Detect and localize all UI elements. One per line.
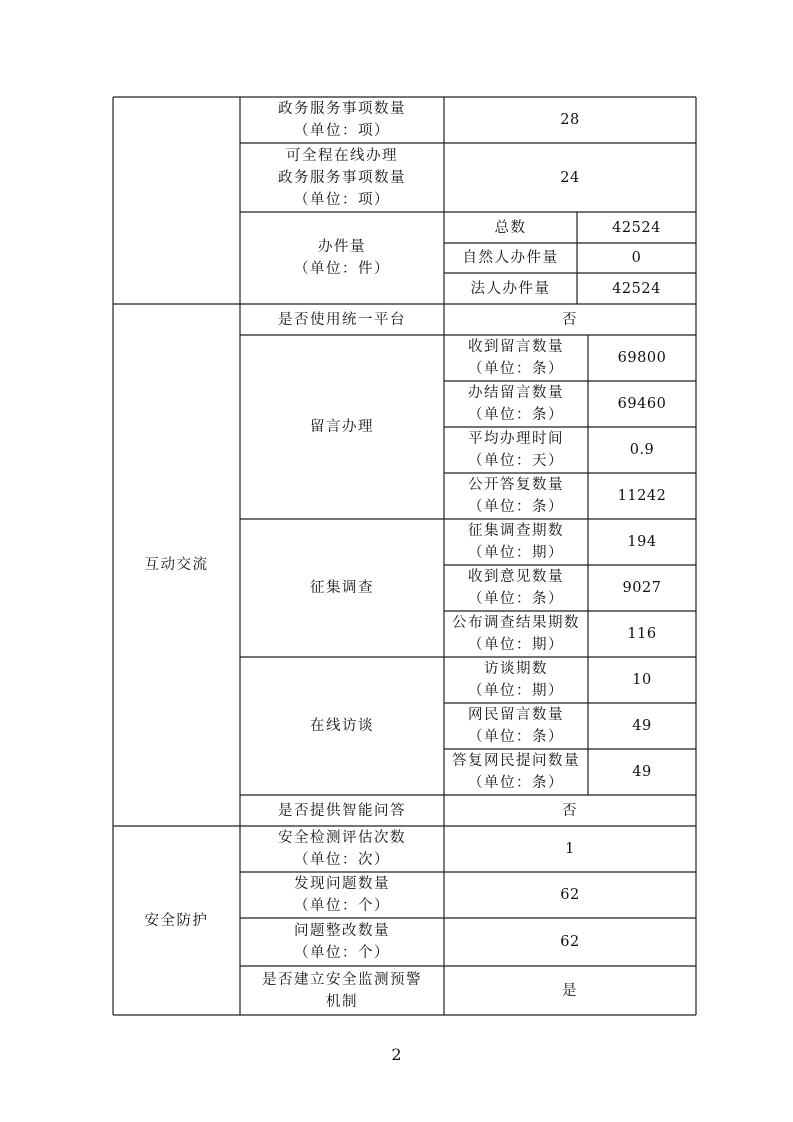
subrow-value-closed-messages: 69460	[617, 396, 667, 412]
row-label-issues-found: 发现问题数量 （单位：个）	[294, 876, 390, 914]
subrow-label-natural-person: 自然人办件量	[462, 250, 559, 266]
row-value-unified-platform: 否	[562, 311, 578, 328]
row-value-security-checks: 1	[565, 841, 575, 857]
row-label-issues-fixed: 问题整改数量 （单位：个）	[294, 923, 390, 961]
subrow-value-interview-periods: 10	[632, 672, 652, 688]
section-title-interaction: 互动交流	[144, 557, 209, 573]
row-value-issues-found: 62	[560, 887, 580, 903]
row-value-online-service-items: 24	[560, 169, 580, 186]
row-value-issues-fixed: 62	[560, 934, 580, 950]
subrow-value-total: 42524	[612, 219, 661, 236]
subrow-label-public-replies: 公开答复数量 （单位：条）	[468, 477, 564, 515]
subrow-value-opinions: 9027	[622, 580, 662, 596]
subrow-label-total: 总数	[494, 219, 527, 236]
subrow-label-opinions: 收到意见数量 （单位：条）	[468, 569, 564, 607]
row-value-smart-qa: 否	[562, 802, 578, 819]
row-label-online-service-items: 可全程在线办理 政务服务事项数量 （单位：项）	[278, 147, 406, 208]
page-number: 2	[391, 1045, 402, 1064]
subrow-label-received-messages: 收到留言数量 （单位：条）	[468, 339, 564, 377]
subrow-label-survey-results: 公布调查结果期数 （单位：期）	[452, 615, 580, 653]
row-label-case-volume: 办件量 （单位：件）	[294, 239, 390, 277]
subrow-value-netizen-replies: 49	[632, 764, 652, 780]
row-label-surveys: 征集调查	[310, 580, 374, 596]
subrow-label-survey-periods: 征集调查期数 （单位：期）	[468, 523, 564, 561]
subrow-value-survey-periods: 194	[627, 534, 657, 550]
subrow-value-survey-results: 116	[627, 626, 657, 642]
subrow-label-closed-messages: 办结留言数量 （单位：条）	[468, 385, 564, 423]
subrow-label-legal-person: 法人办件量	[470, 280, 551, 297]
row-value-service-items: 28	[560, 112, 580, 128]
section-title-1	[113, 97, 240, 304]
subrow-label-interview-periods: 访谈期数 （单位：期）	[468, 661, 564, 699]
row-label-online-interviews: 在线访谈	[310, 718, 374, 734]
subrow-label-netizen-messages: 网民留言数量 （单位：条）	[468, 707, 564, 745]
row-label-service-items: 政务服务事项数量 （单位：项）	[278, 101, 406, 139]
subrow-value-netizen-messages: 49	[632, 718, 652, 734]
subrow-value-public-replies: 11242	[617, 488, 667, 504]
subrow-value-received-messages: 69800	[617, 350, 667, 366]
subrow-label-netizen-replies: 答复网民提问数量 （单位：条）	[452, 753, 580, 791]
row-value-warning-mechanism: 是	[562, 982, 578, 999]
row-label-messages: 留言办理	[310, 419, 374, 435]
section-title-security: 安全防护	[144, 912, 209, 929]
subrow-value-legal-person: 42524	[612, 280, 661, 297]
row-label-smart-qa: 是否提供智能问答	[278, 802, 406, 819]
subrow-value-natural-person: 0	[631, 250, 642, 266]
subrow-label-avg-time: 平均办理时间 （单位：天）	[468, 431, 564, 469]
row-label-security-checks: 安全检测评估次数 （单位：次）	[278, 830, 406, 868]
subrow-value-avg-time: 0.9	[629, 442, 655, 458]
row-label-warning-mechanism: 是否建立安全监测预警 机制	[262, 971, 422, 1010]
row-label-unified-platform: 是否使用统一平台	[278, 311, 406, 328]
